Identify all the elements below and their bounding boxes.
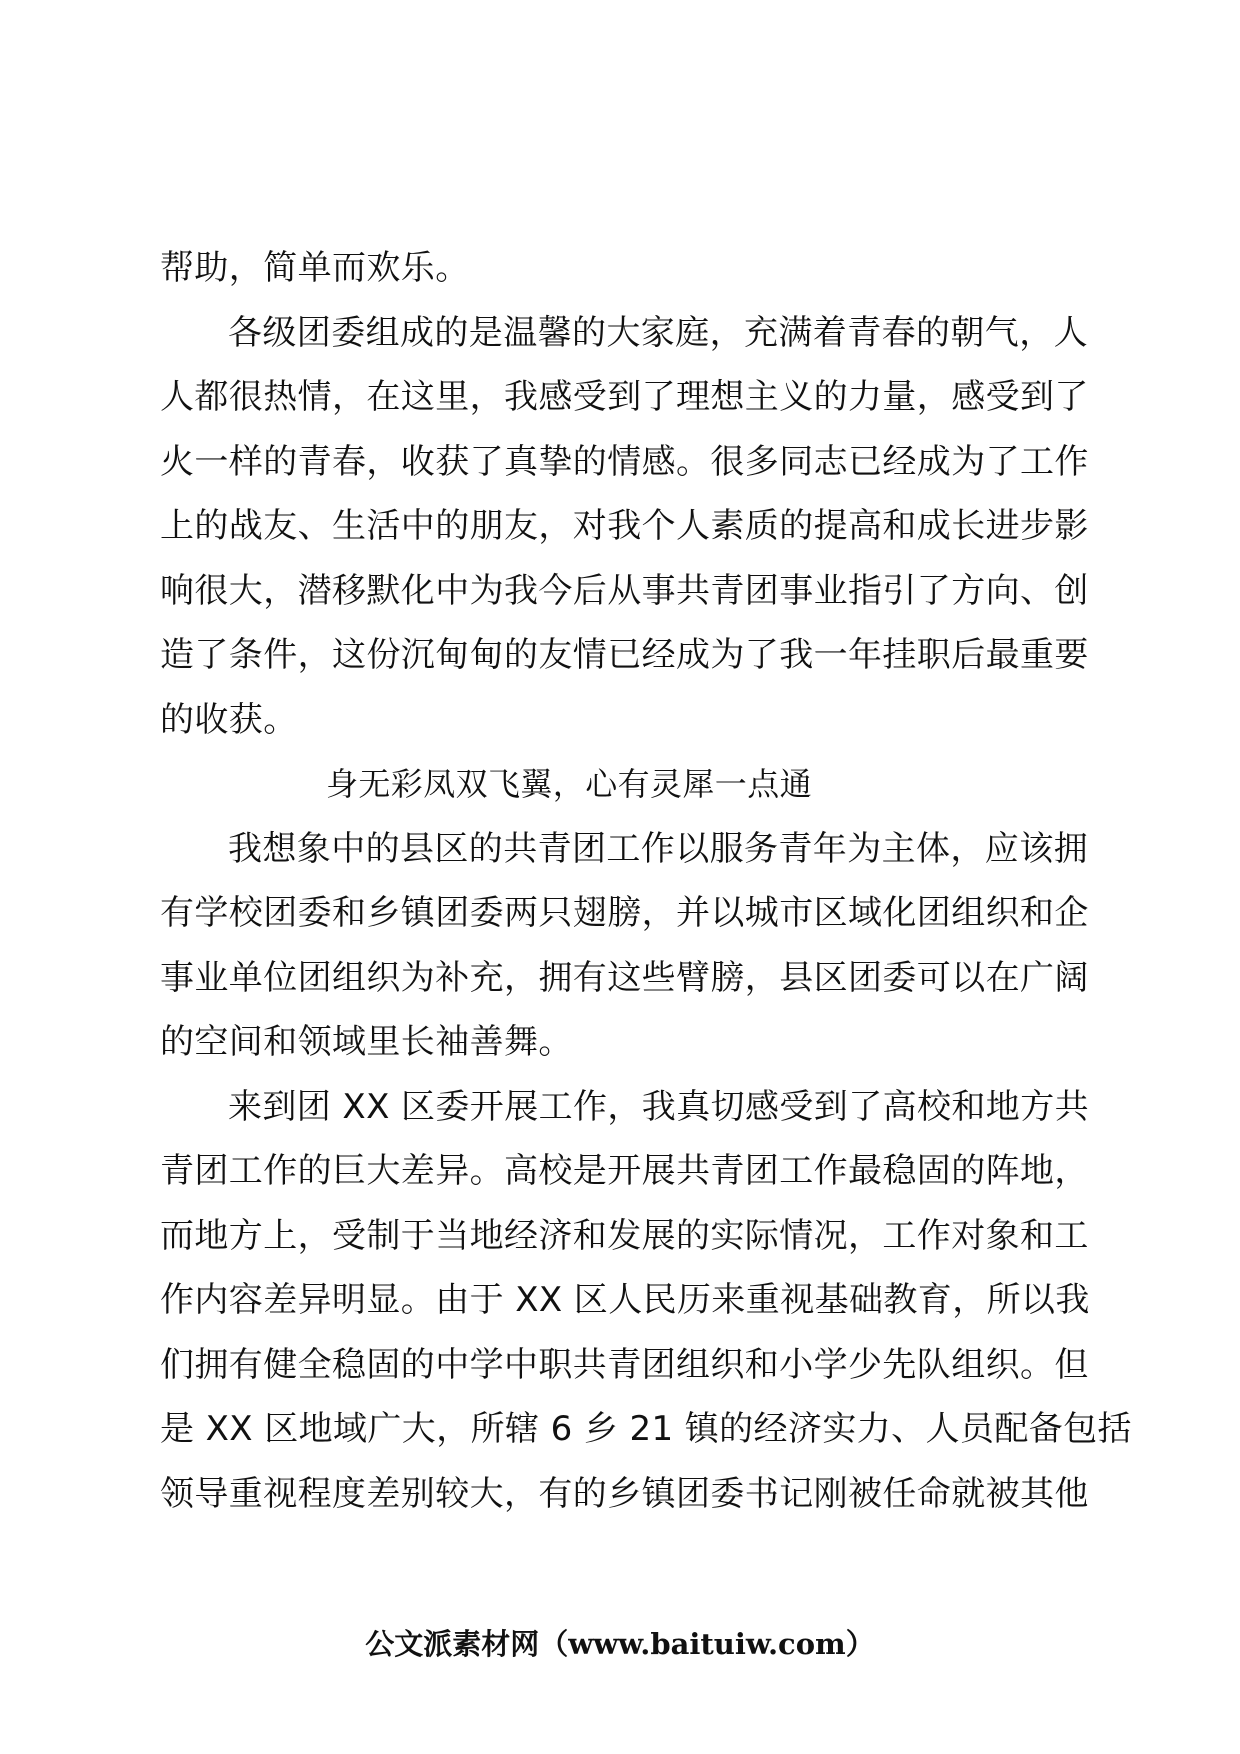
text-line: 各级团委组成的是温馨的大家庭，充满着青春的朝气，人 bbox=[228, 312, 1088, 353]
text-line: 火一样的青春，收获了真挚的情感。很多同志已经成为了工作 bbox=[160, 441, 1089, 482]
text-line: 的收获。 bbox=[160, 699, 298, 740]
text-line: 是 XX 区地域广大，所辖 6 乡 21 镇的经济实力、人员配备包括 bbox=[160, 1409, 1132, 1449]
text-line: 上的战友、生活中的朋友，对我个人素质的提高和成长进步影 bbox=[160, 506, 1089, 546]
section-heading: 身无彩凤双飞翼，心有灵犀一点通 bbox=[326, 765, 813, 803]
footer-watermark: 公文派素材网（www.baituiw.com） bbox=[365, 1627, 875, 1661]
text-line: 响很大，潜移默化中为我今后从事共青团事业指引了方向、创 bbox=[160, 570, 1089, 611]
text-line: 来到团 XX 区委开展工作，我真切感受到了高校和地方共 bbox=[228, 1086, 1089, 1127]
text-line: 而地方上，受制于当地经济和发展的实际情况，工作对象和工 bbox=[160, 1215, 1089, 1256]
body-text bbox=[160, 236, 1132, 1526]
text-line: 帮助，简单而欢乐。 bbox=[160, 248, 470, 288]
text-line: 造了条件，这份沉甸甸的友情已经成为了我一年挂职后最重要 bbox=[160, 635, 1089, 675]
text-line: 作内容差异明显。由于 XX 区人民历来重视基础教育，所以我 bbox=[160, 1280, 1090, 1320]
text-line: 人都很热情，在这里，我感受到了理想主义的力量，感受到了 bbox=[160, 377, 1089, 417]
text-line: 事业单位团组织为补充，拥有这些臂膀，县区团委可以在广阔 bbox=[160, 957, 1089, 998]
text-line: 们拥有健全稳固的中学中职共青团组织和小学少先队组织。但 bbox=[160, 1344, 1089, 1385]
text-line: 青团工作的巨大差异。高校是开展共青团工作最稳固的阵地， bbox=[160, 1151, 1089, 1191]
text-line: 我想象中的县区的共青团工作以服务青年为主体，应该拥 bbox=[228, 828, 1088, 869]
text-line: 的空间和领域里长袖善舞。 bbox=[160, 1022, 573, 1062]
text-line: 有学校团委和乡镇团委两只翅膀，并以城市区域化团组织和企 bbox=[160, 893, 1089, 933]
text-line: 领导重视程度差别较大，有的乡镇团委书记刚被任命就被其他 bbox=[160, 1473, 1089, 1514]
